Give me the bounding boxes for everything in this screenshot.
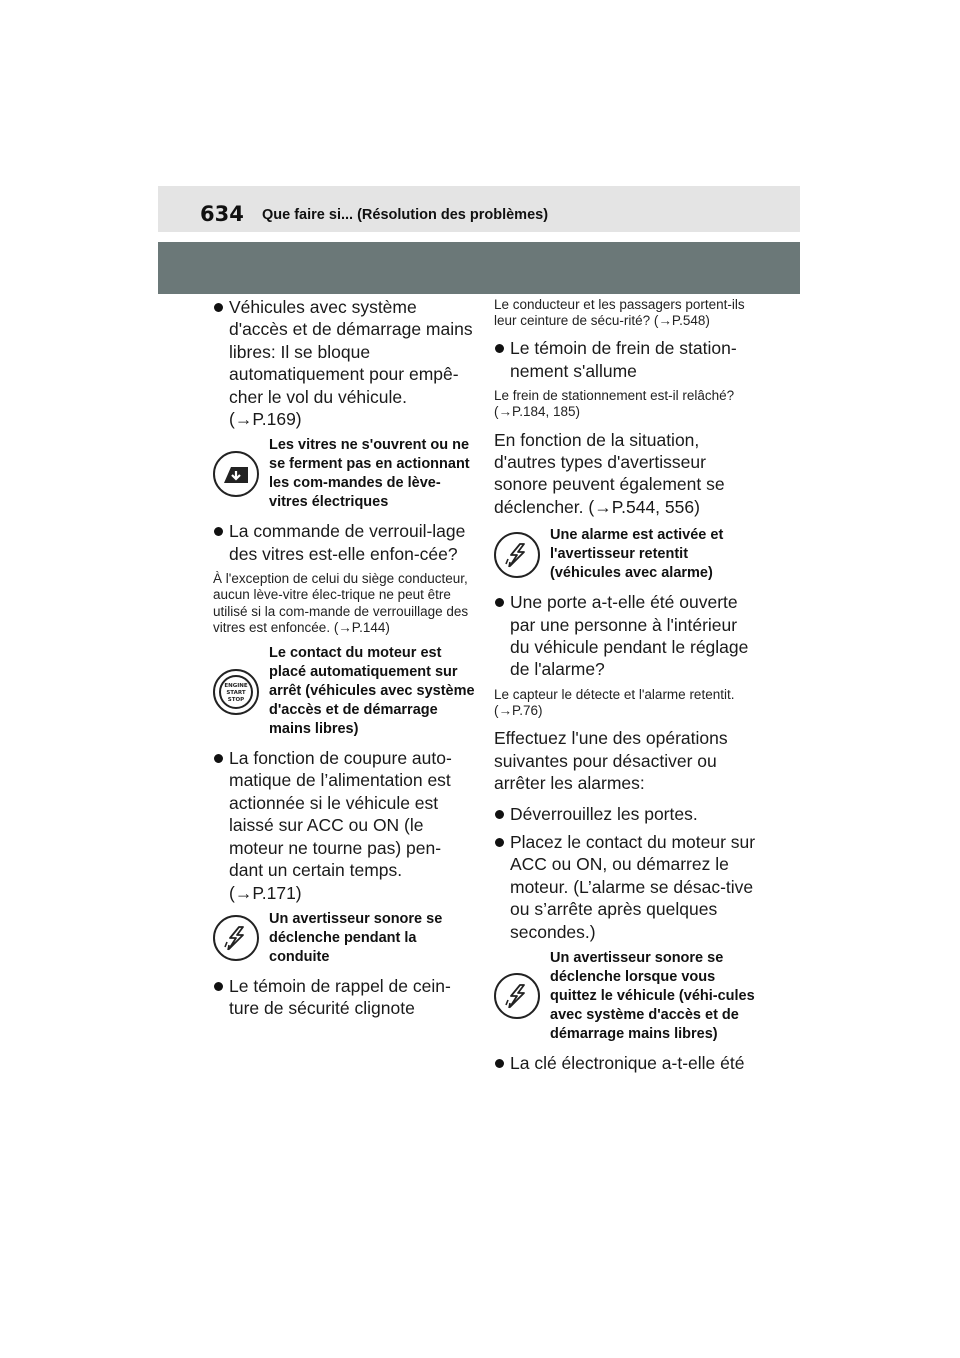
icon-text-engine: ENGINE (224, 682, 248, 689)
note-text: Le capteur le détecte et l'alarme retentit. (→P.76) (494, 686, 735, 719)
section-title: Que faire si... (Résolution des problèmes) (262, 207, 549, 223)
left-column (213, 296, 475, 1026)
bullet-text: La clé électronique a-t-elle été (510, 1052, 745, 1073)
engine-start-stop-icon (213, 669, 259, 715)
bullet-text: Une porte a-t-elle été ouverte par une personne à l'intérieur du véhicule pendant le réglage de l'alarme? (510, 592, 749, 680)
bullet-item (213, 296, 475, 430)
bullet-text: La fonction de coupure auto-matique de l’alimentation est actionnée si le véhicule est laissé sur ACC ou ON (le moteur ne tourne pas) pen-dant un certain temps. (229, 748, 452, 881)
bullet-text: Le témoin de rappel de cein-ture de sécurité clignote (229, 975, 451, 1019)
bullet-item (494, 337, 760, 382)
trouble-heading (494, 526, 760, 583)
alarm-lightning-icon (494, 973, 540, 1019)
trouble-heading (213, 910, 475, 967)
header-band (158, 242, 800, 294)
bullet-item (494, 1052, 760, 1074)
bullet-item (494, 831, 760, 943)
heading-label: Le contact du moteur est placé automatiquement sur arrêt (véhicules avec système d'accès et de démarrage mains libres) (269, 645, 475, 738)
heading-label: Un avertisseur sonore se déclenche lorsque vous quittez le véhicule (véhi-cules avec système d'accès et de démarrage mains libres) (550, 949, 755, 1042)
bullet-text: Véhicules avec système d'accès et de démarrage mains libres: Il se bloque automatiquement pour empê-cher le vol du véhicule. (229, 297, 473, 407)
alarm-lightning-icon (494, 532, 540, 578)
alarm-lightning-icon (213, 915, 259, 961)
bullet-item (213, 520, 475, 565)
heading-label: Un avertisseur sonore se déclenche pendant la conduite (269, 910, 443, 965)
bullet-item (213, 747, 475, 904)
page-reference: (→P.171) (229, 882, 302, 903)
body-paragraph: En fonction de la situation, d'autres types d'avertisseur sonore peuvent également se déclencher. (→P.544, 556) (494, 429, 725, 517)
bullet-item (494, 803, 760, 825)
note-text: Le frein de stationnement est-il relâché? (→P.184, 185) (494, 388, 735, 420)
trouble-heading (494, 949, 760, 1044)
body-paragraph: Effectuez l'une des opérations suivantes pour désactiver ou arrêter les alarmes: (494, 728, 728, 794)
bullet-text: Le témoin de frein de station-nement s'allume (510, 338, 737, 381)
page-number: 634 (200, 202, 244, 226)
bullet-item (494, 591, 760, 681)
trouble-heading (213, 644, 475, 739)
right-column (494, 297, 760, 1080)
bullet-text: Déverrouillez les portes. (510, 803, 698, 824)
heading-label: Les vitres ne s'ouvrent ou ne se ferment pas en actionnant les com-mandes de lève-vitres électriques (269, 437, 470, 511)
note-text: Le conducteur et les passagers portent-ils leur ceinture de sécu-rité? (→P.548) (494, 297, 745, 329)
icon-text-start: START (226, 689, 246, 696)
note-text: À l'exception de celui du siège conducteur, aucun lève-vitre élec-trique ne peut être utilisé si la com-mande de verrouillage des vitres est enfoncée. (→P.144) (213, 571, 469, 635)
power-window-icon (213, 451, 259, 497)
icon-text-stop: STOP (227, 696, 245, 703)
bullet-text: La commande de verrouil-lage des vitres est-elle enfon-cée? (229, 521, 466, 564)
page-reference: (→P.169) (229, 409, 302, 430)
bullet-item (213, 975, 475, 1020)
heading-label: Une alarme est activée et l'avertisseur retentit (véhicules avec alarme) (550, 527, 724, 582)
trouble-heading (213, 436, 475, 512)
bullet-text: Placez le contact du moteur sur ACC ou ON, ou démarrez le moteur. (L’alarme se désac-tive ou s’arrête après quelques secondes.) (510, 831, 756, 942)
